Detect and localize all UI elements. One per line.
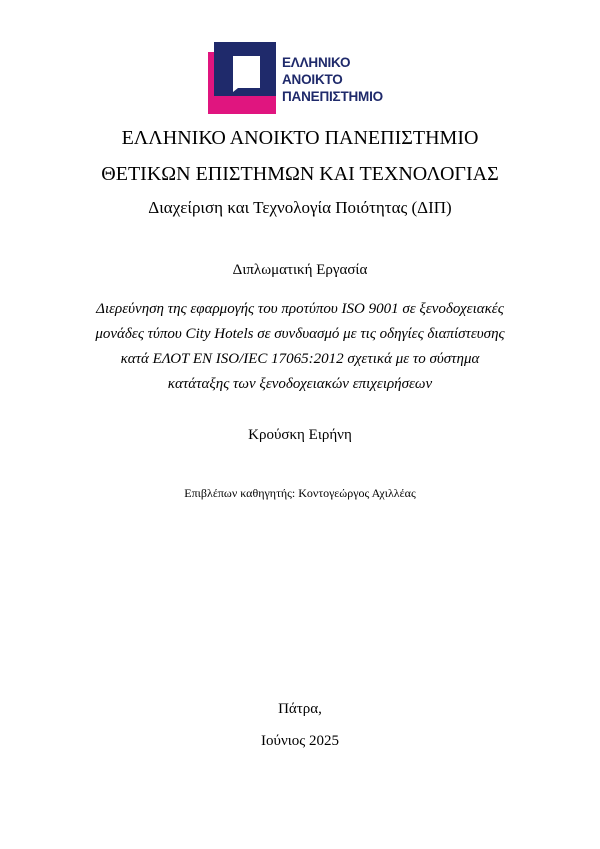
thesis-type: Διπλωματική Εργασία [232,262,368,278]
university-name: ΕΛΛΗΝΙΚΟ ΑΝΟΙΚΤΟ ΠΑΝΕΠΙΣΤΗΜΙΟ [121,127,479,149]
thesis-title-line: κατά ΕΛΟΤ EN ISO/IEC 17065:2012 σχετικά με το σύστημα [120,351,480,367]
thesis-title-line: μονάδες τύπου City Hotels σε συνδυασμό με τις οδηγίες διαπίστευσης [95,326,505,342]
date: Ιούνιος 2025 [261,733,339,749]
thesis-title-line: κατάταξης των ξενοδοχειακών επιχειρήσεων [167,376,433,392]
school-name: ΘΕΤΙΚΩΝ ΕΠΙΣΤΗΜΩΝ ΚΑΙ ΤΕΧΝΟΛΟΓΙΑΣ [101,163,499,185]
logo-emblem-icon [208,42,278,114]
supervisor: Επιβλέπων καθηγητής: Κοντογεώργος Αχιλλέας [184,486,416,500]
logo-line-2: ΑΝΟΙΚΤΟ [282,72,343,87]
city: Πάτρα, [278,701,322,717]
thesis-title [0,297,600,397]
program-name: Διαχείριση και Τεχνολογία Ποιότητας (ΔΙΠ) [148,198,452,217]
logo-line-1: ΕΛΛΗΝΙΚΟ [282,55,351,70]
thesis-title-line: Διερεύνηση της εφαρμογής του προτύπου ISO 9001 σε ξενοδοχειακές [96,301,504,317]
author-name: Κρούσκη Ειρήνη [248,427,352,443]
university-logo [208,42,408,114]
logo-wordmark [282,54,383,105]
logo-line-3: ΠΑΝΕΠΙΣΤΗΜΙΟ [282,89,383,104]
